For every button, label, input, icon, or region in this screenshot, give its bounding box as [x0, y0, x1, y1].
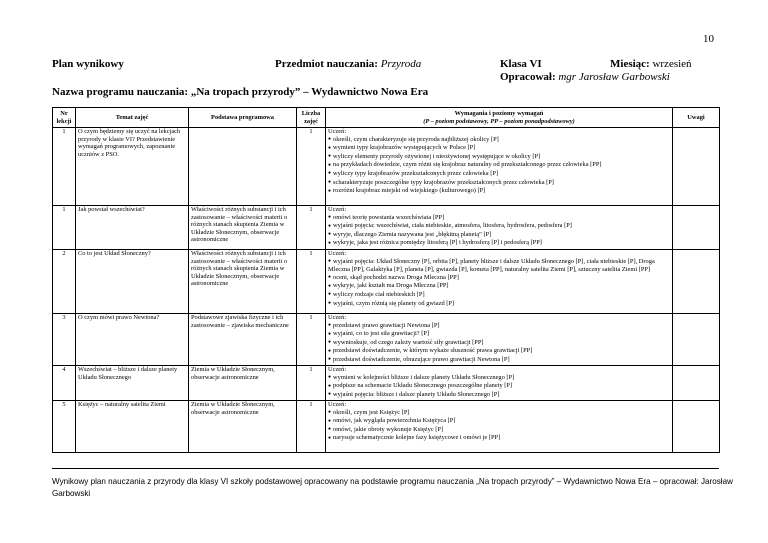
- table-header-row: [53, 108, 720, 128]
- requirement-item: ● wymieni w kolejności bliższe i dalsze planety Układu Słonecznego [P]: [328, 374, 670, 383]
- requirements-list: [328, 136, 670, 196]
- requirement-item: ● omówi teorię powstania wszechświata [PP]: [328, 214, 670, 223]
- author-label: Opracował:: [500, 71, 556, 83]
- program-name: Nazwa programu nauczania: „Na tropach przyrody” – Wydawnictwo Nowa Era: [52, 86, 429, 98]
- footer-text: Wynikowy plan nauczania z przyrody dla klasy VI szkoły podstawowej opracowany na podstawie programu nauczania „Na tropach przyrody” – Wydawnictwo Nowa Era – opracował: Jarosław Garbowski: [52, 477, 733, 498]
- table-row: [53, 401, 720, 453]
- requirement-item: ● wyjaśni, co to jest siła grawitacji? [P]: [328, 330, 670, 339]
- requirement-item: ● przedstawi doświadczenie, obrazujące prawo grawitacji Newtona [P]: [328, 356, 670, 365]
- curriculum-base: Właściwości różnych substancji i ich zastosowanie – właściwości materii o różnych stanach skupienia Ziemia w Układzie Słonecznym, obserwacje astronomiczne: [189, 250, 297, 314]
- notes-cell: [673, 206, 720, 250]
- curriculum-base: Ziemia w Układzie Słonecznym, obserwacje astronomiczne: [189, 401, 297, 453]
- table-row: [53, 128, 720, 206]
- subject-heading: [275, 58, 421, 70]
- lesson-number: 4: [53, 366, 76, 401]
- requirement-item: ● rozróżni krajobraz miejski od wiejskiego (kulturowego) [P]: [328, 187, 670, 196]
- requirement-item: ● przedstawi prawo grawitacji Newtona [P]: [328, 322, 670, 331]
- lesson-topic: O czym będziemy się uczyć na lekcjach przyrody w klasie VI? Przedstawienie wymagań programowych, zapoznanie uczniów z PSO.: [76, 128, 189, 206]
- notes-cell: [673, 250, 720, 314]
- col-header-notes: Uwagi: [673, 108, 720, 128]
- lesson-number: 1: [53, 128, 76, 206]
- col-header-hours: Liczba zajęć: [297, 108, 326, 128]
- requirements-intro: Uczeń:: [328, 128, 347, 135]
- requirement-item: ● scharakteryzuje poszczególne typy krajobrazów przekształconych przez człowieka [P]: [328, 179, 670, 188]
- requirement-item: ● przedstawi doświadczenie, w którym wykaże słuszność prawa grawitacji [PP]: [328, 347, 670, 356]
- month-heading: [610, 58, 692, 70]
- requirements-intro: Uczeń:: [328, 366, 347, 373]
- requirements-list: [328, 214, 670, 248]
- curriculum-base: [189, 128, 297, 206]
- lesson-topic: Co to jest Układ Słoneczny?: [76, 250, 189, 314]
- author-value: mgr Jarosław Garbowski: [558, 71, 670, 83]
- requirements-list: [328, 374, 670, 400]
- lesson-table: [52, 107, 720, 453]
- lesson-number: 3: [53, 314, 76, 366]
- col-header-requirements: [326, 108, 673, 128]
- requirement-item: ● wyliczy typy krajobrazów przekształconych przez człowieka [P]: [328, 170, 670, 179]
- requirements-list: [328, 322, 670, 365]
- requirements-intro: Uczeń:: [328, 206, 347, 213]
- requirement-item: ● wywnioskuje, od czego zależy wartość siły grawitacji [PP]: [328, 339, 670, 348]
- requirement-item: ● omówi, jakie obroty wykonuje Księżyc [P]: [328, 426, 670, 435]
- requirement-item: ● określi, czym jest Księżyc [P]: [328, 409, 670, 418]
- col-header-topic: Temat zajęć: [76, 108, 189, 128]
- table-row: [53, 366, 720, 401]
- requirement-item: ● wyjaśni pojęcia: bliższe i dalsze planety Układu Słonecznego [P]: [328, 391, 670, 400]
- requirements-cell: [326, 206, 673, 250]
- table-row: [53, 206, 720, 250]
- requirements-cell: [326, 314, 673, 366]
- requirements-intro: Uczeń:: [328, 314, 347, 321]
- subject-label: Przedmiot nauczania:: [275, 58, 378, 70]
- requirement-item: ● wyryje, dlaczego Ziemia nazywana jest „błękitną planetą” [P]: [328, 231, 670, 240]
- table-body: [53, 128, 720, 453]
- requirement-item: ● wyliczy elementy przyrody ożywionej i nieożywionej występujące w okolicy [P]: [328, 153, 670, 162]
- requirements-cell: [326, 128, 673, 206]
- lesson-count: 1: [297, 128, 326, 206]
- requirements-cell: [326, 401, 673, 453]
- lesson-topic: Wszechświat – bliższe i dalsze planety Układu Słonecznego: [76, 366, 189, 401]
- lesson-topic: O czym mówi prawo Newtona?: [76, 314, 189, 366]
- requirement-item: ● na przykładach dowiedzie, czym różni się krajobraz naturalny od przekształconego przez człowieka [PP]: [328, 161, 670, 170]
- page-number: 10: [703, 33, 714, 45]
- subject-value: Przyroda: [380, 58, 422, 70]
- footer-rule: [52, 468, 719, 469]
- lesson-count: 1: [297, 401, 326, 453]
- author-heading: [500, 71, 670, 83]
- requirement-item: ● omówi, jak wygląda powierzchnia Księżyca [P]: [328, 417, 670, 426]
- requirements-cell: [326, 250, 673, 314]
- requirement-item: ● wyjaśni pojęcia: wszechświat, ciała niebieskie, atmosfera, litosfera, hydrosfera, pedosfera [P]: [328, 222, 670, 231]
- requirement-item: ● wyjaśni pojęcia: Układ Słoneczny [P], orbita [P], planety bliższe i dalsze Układu Słonecznego [P], ciała niebieskie [P], Droga Mleczna [PP], Galaktyka [P], planeta [P], gwiazda [P], kometa [PP], naturalny satelita Ziemi [P], sztuczny satelita Ziemi [PP]: [328, 258, 670, 274]
- col-header-nr: Nr lekcji: [53, 108, 76, 128]
- lesson-count: 1: [297, 206, 326, 250]
- requirements-list: [328, 409, 670, 443]
- lesson-topic: Księżyc – naturalny satelita Ziemi: [76, 401, 189, 453]
- requirement-item: ● wymieni typy krajobrazów występujących w Polsce [P]: [328, 144, 670, 153]
- requirement-item: ● oceni, skąd pochodzi nazwa Droga Mleczna [PP]: [328, 274, 670, 283]
- curriculum-base: Właściwości różnych substancji i ich zastosowanie – właściwości materii o różnych stanach skupienia Ziemia w Układzie Słonecznym, obserwacje astronomiczne: [189, 206, 297, 250]
- requirement-item: ● wyjaśni, czym różnią się planety od gwiazd [P]: [328, 300, 670, 309]
- requirements-intro: Uczeń:: [328, 250, 347, 257]
- curriculum-base: Ziemia w Układzie Słonecznym, obserwacje astronomiczne: [189, 366, 297, 401]
- requirement-item: ● wykryje, jaka jest różnica pomiędzy litosferą [P] i hydrosferą [P] i pedosferą [PP]: [328, 239, 670, 248]
- notes-cell: [673, 366, 720, 401]
- notes-cell: [673, 401, 720, 453]
- requirement-item: ● określi, czym charakteryzuje się przyroda najbliższej okolicy [P]: [328, 136, 670, 145]
- requirements-cell: [326, 366, 673, 401]
- month-label: Miesiąc:: [610, 58, 650, 70]
- requirement-item: ● narysuje schematycznie kolejne fazy księżycowe i omówi je [PP]: [328, 434, 670, 443]
- lesson-number: 1: [53, 206, 76, 250]
- requirement-item: ● wyliczy rodzaje ciał niebieskich [P]: [328, 291, 670, 300]
- table-row: [53, 250, 720, 314]
- lesson-count: 1: [297, 250, 326, 314]
- class-heading: Klasa VI: [500, 58, 542, 70]
- curriculum-base: Podstawowe zjawiska fizyczne i ich zastosowanie – zjawiska mechaniczne: [189, 314, 297, 366]
- notes-cell: [673, 314, 720, 366]
- requirement-item: ● podpisze na schemacie Układu Słonecznego poszczególne planety [P]: [328, 382, 670, 391]
- requirements-list: [328, 258, 670, 309]
- lesson-number: 5: [53, 401, 76, 453]
- table-row: [53, 314, 720, 366]
- requirements-intro: Uczeń:: [328, 401, 347, 408]
- lesson-number: 2: [53, 250, 76, 314]
- lesson-count: 1: [297, 314, 326, 366]
- requirement-item: ● wykryje, jaki kształt ma Droga Mleczna [PP]: [328, 282, 670, 291]
- plan-title: Plan wynikowy: [52, 58, 124, 70]
- notes-cell: [673, 128, 720, 206]
- requirements-legend: (P – poziom podstawowy, PP – poziom ponadpodstawowy): [423, 117, 575, 125]
- lesson-count: 1: [297, 366, 326, 401]
- lesson-topic: Jak powstał wszechświat?: [76, 206, 189, 250]
- month-value: wrzesień: [652, 58, 692, 70]
- col-header-base: Podstawa programowa: [189, 108, 297, 128]
- requirements-title: Wymagania i poziomy wymagań: [454, 109, 544, 117]
